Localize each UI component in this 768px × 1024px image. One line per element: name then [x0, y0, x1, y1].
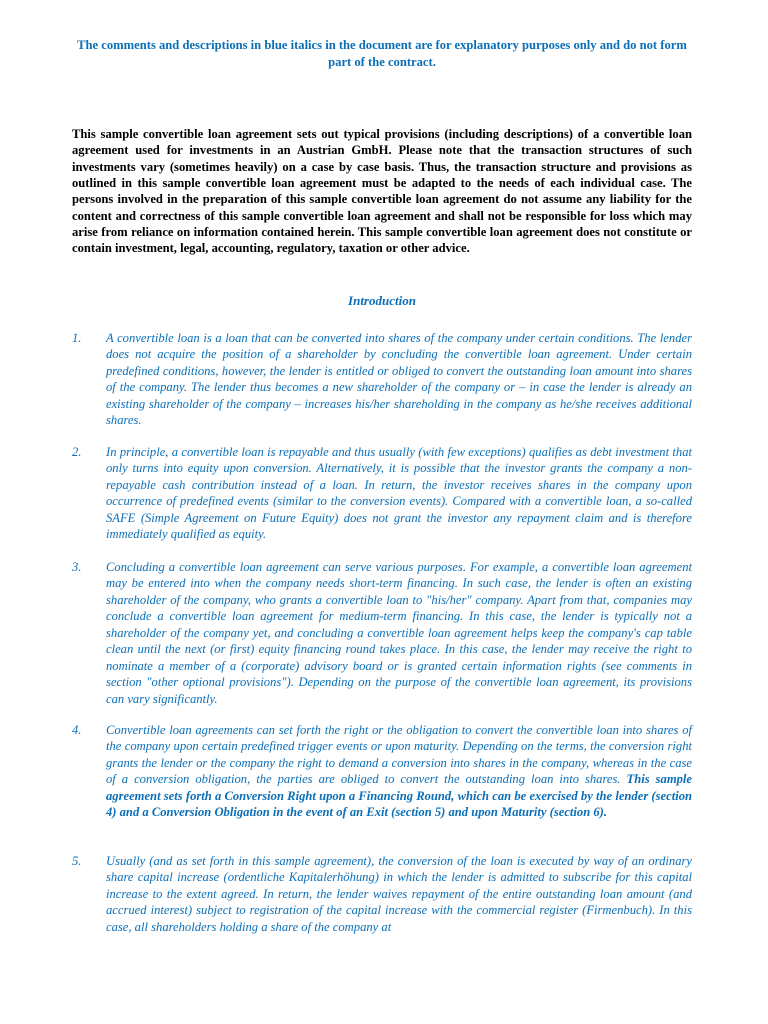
list-item-3 [72, 559, 692, 707]
section-title-introduction: Introduction [348, 293, 416, 308]
list-item-1 [72, 330, 692, 429]
list-item-bold-text: This sample agreement sets forth a Conversion Right upon a Financing Round, which can be exercised by the lender (section 4) and a Conversion Obligation in the event of an Exit (section 5) and upon Maturity (section 6). [106, 772, 693, 820]
list-item-5 [72, 853, 692, 935]
list-item-plain-text: Convertible loan agreements can set forth the right or the obligation to convert the convertible loan into shares of the company upon certain predefined trigger events or upon maturity. Depending on the terms, the conversion right grants the lender or the company the right to demand a conversion into shares in the company, whereas in the case of a conversion obligation, the parties are obliged to convert the outstanding loan into shares. [106, 723, 692, 787]
list-item-number: 1. [72, 331, 82, 345]
list-item-4 [72, 722, 692, 821]
list-item-text [106, 722, 692, 821]
list-item-text: A convertible loan is a loan that can be converted into shares of the company under certain conditions. The lender does not acquire the position of a shareholder by concluding the convertible loan agreement. Under certain predefined conditions, however, the lender is entitled or obliged to convert the outstanding loan amount into shares of the company. The lender thus becomes a new shareholder of the company or – in case the lender is already an existing shareholder of the company – increases his/her shareholding in the company as he/she receives additional shares. [106, 331, 692, 428]
list-item-2 [72, 444, 692, 543]
list-item-text: Concluding a convertible loan agreement can serve various purposes. For example, a convertible loan agreement may be entered into when the company needs short-term financing. In such case, the lender is often an existing shareholder of the company, who grants a convertible loan to "his/her" company. Apart from that, companies may conclude a convertible loan agreement for medium-term financing. In this case, the lender is typically not a shareholder of the company yet, and concluding a convertible loan agreement helps keep the company's cap table clean until the next (or first) equity financing round takes place. In this case, the lender may receive the right to nominate a member of a (corporate) advisory board or is granted certain information rights (see comments in section "other optional provisions"). Depending on the purpose of the convertible loan agreement, its provisions can vary significantly. [106, 560, 692, 706]
list-item-number: 4. [72, 723, 82, 737]
explanatory-note: The comments and descriptions in blue italics in the document are for explanatory purposes only and do not form part of the contract. [77, 38, 687, 69]
disclaimer-paragraph: This sample convertible loan agreement sets out typical provisions (including descriptions) of a convertible loan agreement used for investments in an Austrian GmbH. Please note that the transaction structures of such investments vary (sometimes heavily) on a case by case basis. Thus, the transaction structure and provisions as outlined in this sample convertible loan agreement must be adapted to the needs of each individual case. The persons involved in the preparation of this sample convertible loan agreement do not assume any liability for the content and correctness of this sample convertible loan agreement and shall not be responsible for loss which may arise from reliance on information contained herein. This sample convertible loan agreement does not constitute or contain investment, legal, accounting, regulatory, taxation or other advice. [72, 127, 692, 256]
list-item-number: 3. [72, 560, 82, 574]
list-item-number: 5. [72, 854, 82, 868]
list-item-text: Usually (and as set forth in this sample agreement), the conversion of the loan is executed by way of an ordinary share capital increase (ordentliche Kapitalerhöhung) in which the lender is admitted to subscribe for this capital increase to the extent agreed. In return, the lender waives repayment of the entire outstanding loan amount (and accrued interest) subject to registration of the capital increase with the commercial register (Firmenbuch). In this case, all shareholders holding a share of the company at [106, 854, 692, 934]
list-item-number: 2. [72, 445, 82, 459]
list-item-text: In principle, a convertible loan is repayable and thus usually (with few exceptions) qualifies as debt investment that only turns into equity upon conversion. Alternatively, it is possible that the investor grants the company a non-repayable cash contribution instead of a loan. In return, the investor receives shares in the company upon occurrence of predefined events (similar to the conversion events). Compared with a convertible loan, a so-called SAFE (Simple Agreement on Future Equity) does not grant the investor any repayment claim and is therefore immediately qualified as equity. [106, 445, 692, 542]
